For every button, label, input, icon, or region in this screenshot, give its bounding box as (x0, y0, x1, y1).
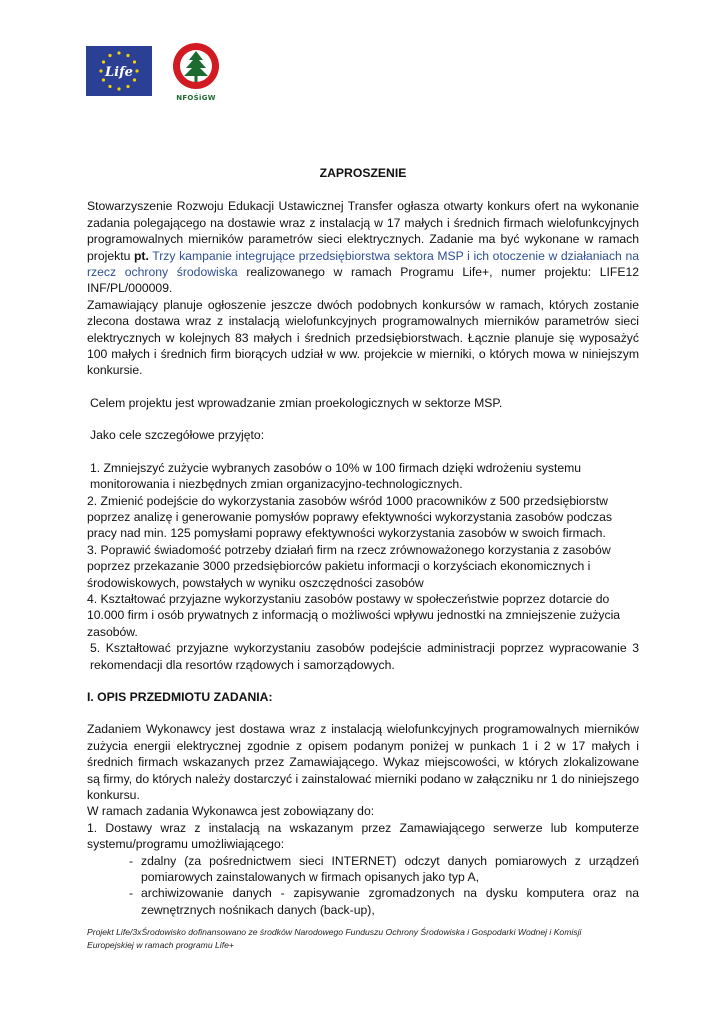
goal-item: 5. Kształtować przyjazne wykorzystaniu zasobów podejście administracji poprzez wypracowanie 3 rekomendacji dla resortów rządowych i samorządowych. (90, 641, 639, 672)
goal-item: 2. Zmienić podejście do wykorzystania zasobów wśród 1000 pracowników z 500 przedsiębiorstw poprzez analizę i generowanie pomysłów poprawy efektywności wykorzystania zasobów podczas pracy nad min. 125 pomysłami poprawy efektywności wykorzystania zasobów w swoich firmach. (87, 493, 613, 541)
section-paragraph-2: W ramach zadania Wykonawca jest zobowiązany do: (87, 804, 375, 819)
header-logos (86, 42, 226, 102)
section-paragraph-3: 1. Dostawy wraz z instalacją na wskazanym przez Zamawiającego serwerze lub komputerze systemu/programu umożliwiającego: (87, 820, 639, 852)
list-item (87, 853, 639, 886)
list-item (87, 885, 639, 918)
dash-list (87, 853, 639, 919)
project-goal-paragraph: Celem projektu jest wprowadzanie zmian proekologicznych w sektorze MSP. (90, 395, 503, 410)
section-heading: I. OPIS PRZEDMIOTU ZADANIA: (87, 689, 273, 704)
nfosigw-logo-icon (170, 42, 222, 100)
goal-item: 1. Zmniejszyć zużycie wybranych zasobów o 10% w 100 firmach dzięki wdrożeniu systemu monitorowania i niezbędnych zmian organizacyjno-technologicznych. (90, 460, 582, 492)
section-paragraph-1: Zadaniem Wykonawcy jest dostawa wraz z instalacją wielofunkcyjnych programowalnych mierników zużycia energii elektrycznej zgodnie z opisem podanym poniżej w punkach 1 i 2 w 17 małych i średnich firmach wskazanych przez Zamawiającego. Wykaz miejscowości, w których zlokalizowane są firmy, do których należy dostarczyć i zainstalować mierniki podano w załączniku nr 1 do niniejszego konkursu. (87, 722, 639, 802)
list-item-text: archiwizowanie danych - zapisywanie zgromadzonych na dysku komputera oraz na zewnętrznych nośnikach danych (back-up), (141, 886, 639, 917)
dash-bullet: - (129, 886, 134, 901)
intro-paragraph (87, 198, 639, 296)
page-footer: Projekt Life/3xŚrodowisko dofinansowano ze środków Narodowego Funduszu Ochrony Środowiska i Gospodarki Wodnej i Komisji Europejskiej w ramach programu Life+ (87, 927, 582, 950)
goals-list (87, 460, 639, 673)
goal-item: 3. Poprawić świadomość potrzeby działań firm na rzecz zrównoważonego korzystania z zasobów poprzez przekazanie 3000 przedsiębiorców pakietu informacji o korzyściach ekonomicznych i środowiskowych, powstałych w wyniku oszczędności zasobów (87, 542, 611, 590)
goal-item: 4. Kształtować przyjazne wykorzystaniu zasobów postawy w społeczeństwie poprzez dotarcie do 10.000 firm i osób prywatnych z informacją o możliwości wpływu jednostki na zmniejszenie zużycia zasobów. (87, 591, 621, 639)
eu-life-logo (86, 46, 152, 96)
nfosigw-logo-text: NFOŚiGW (176, 94, 216, 102)
document-body (87, 165, 639, 918)
document-title: ZAPROSZENIE (319, 166, 407, 180)
project-title-link[interactable]: Trzy kampanie integrujące przedsiębiorstwa sektora MSP i ich otoczenie w działaniach na rzecz ochrony środowiska (87, 248, 639, 280)
planning-paragraph: Zamawiający planuje ogłoszenie jeszcze dwóch podobnych konkursów w ramach, których zostanie zlecona dostawa wraz z instalacją wielofunkcyjnych programowalnych mierników parametrów sieci elektrycznych w kolejnych 83 małych i średnich przedsiębiorstwach. Łącznie planuje się wyposażyć 100 małych i średnich firm biorących udział w ww. projekcie w mierniki, o których mowa w niniejszym konkursie. (87, 297, 639, 378)
dash-bullet: - (129, 853, 134, 868)
goals-intro: Jako cele szczegółowe przyjęto: (90, 428, 265, 443)
intro-pt: pt. (133, 248, 149, 263)
intro-text-1: Stowarzyszenie Rozwoju Edukacji Ustawicznej Transfer ogłasza otwarty konkurs ofert na wykonanie zadania polegającego na dostawie wraz z instalacją w 17 małych i średnich firmach wielofunkcyjnych programowalnych mierników parametrów sieci elektrycznych. Zadanie ma być wykonane w ramach projektu (87, 199, 639, 263)
intro-text-2: realizowanego w ramach Programu Life+, numer projektu: LIFE12 INF/PL/000009. (87, 265, 639, 296)
list-item-text: zdalny (za pośrednictwem sieci INTERNET) odczyt danych pomiarowych z urządzeń pomiarowych zainstalowanych w firmach opisanych jako typ A, (141, 853, 639, 885)
eu-logo-text: Life (105, 65, 133, 80)
